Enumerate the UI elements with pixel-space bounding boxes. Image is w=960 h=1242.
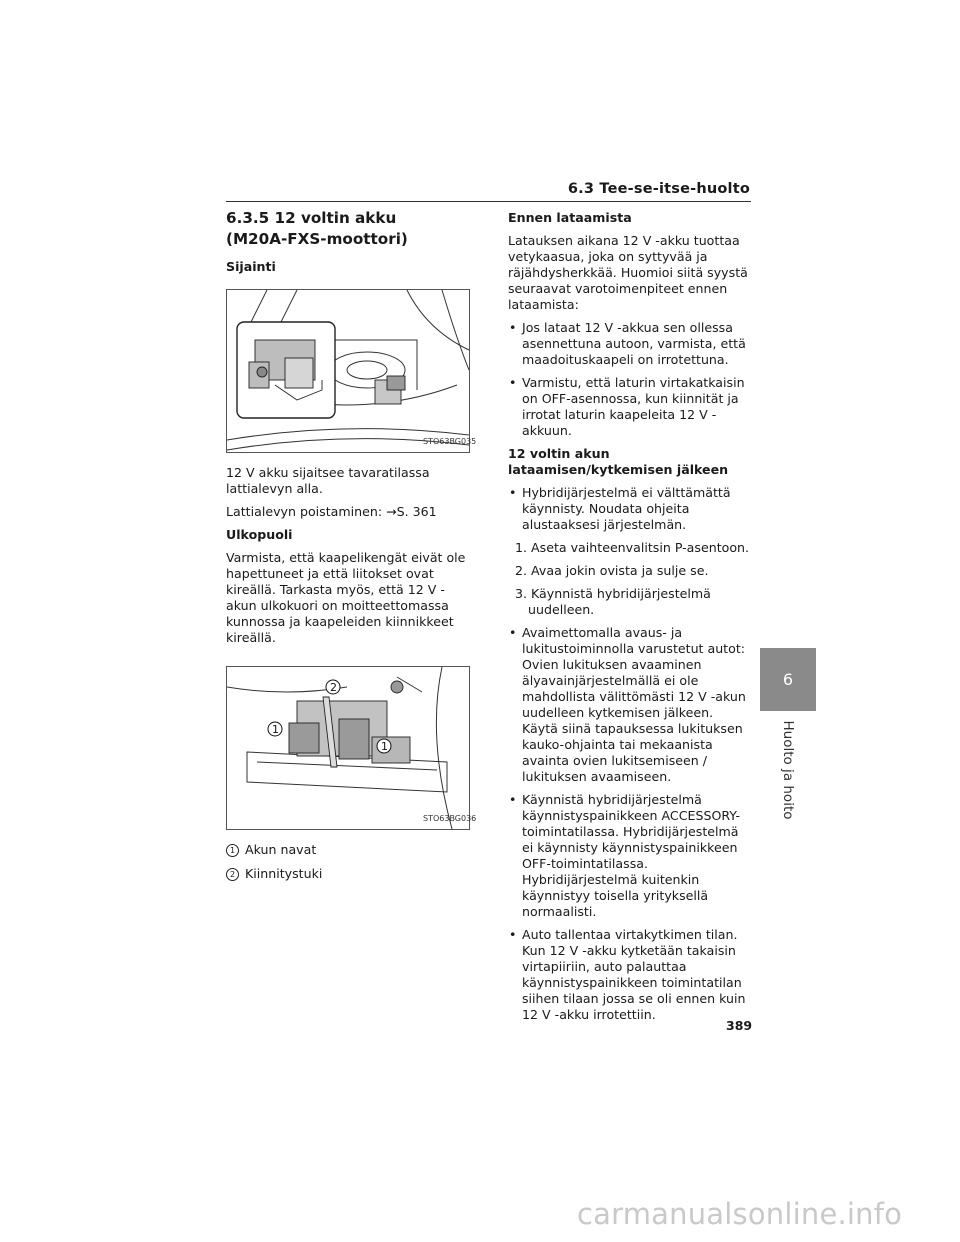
header-rule (226, 201, 751, 202)
section-title (226, 208, 474, 250)
heading-after-charging: 12 voltin akun lataamisen/kytkemisen jälkeen (508, 446, 729, 477)
legend-text: Akun navat (245, 842, 317, 857)
heading-sijainti: Sijainti (226, 259, 276, 274)
battery-detail-illustration (227, 667, 477, 829)
callout-1-left: 1 (272, 723, 279, 736)
battery-location-illustration (227, 290, 477, 452)
legend-number: 2 (226, 868, 239, 881)
legend-text: Kiinnitystuki (245, 866, 323, 881)
chapter-number: 6 (782, 670, 794, 689)
figure-code: STO63BG036 (423, 814, 477, 823)
heading-before-charging: Ennen lataamista (508, 210, 632, 225)
paragraph-exterior: Varmista, että kaapelikengät eivät ole hapettuneet ja että liitokset ovat kireällä. Tarkasta myös, että 12 V -akun ulkokuori on moitteettomassa kunnossa ja kaapeleiden kiinnikkeet kireällä. (226, 550, 466, 645)
figure-battery-detail (226, 666, 477, 830)
section-title-line2: (M20A-FXS-moottori) (226, 230, 408, 248)
legend-number: 1 (226, 844, 239, 857)
bullet-item: • Jos lataat 12 V -akkua sen ollessa asennettuna autoon, varmista, että maadoituskaapeli on irrotettuna. (508, 320, 750, 368)
paragraph-floor-removal: Lattialevyn poistaminen: →S. 361 (226, 504, 437, 519)
callout-1-right: 1 (381, 740, 388, 753)
bullet-item: • Auto tallentaa virtakytkimen tilan. Kun 12 V -akku kytketään takaisin virtapiiriin, auto palauttaa käynnistyspainikkeen toimintatilan siihen tilaan jossa se oli ennen kuin 12 V -akku irrotettiin. (508, 927, 750, 1023)
callout-2: 2 (330, 681, 337, 694)
chapter-side-label: Huolto ja hoito (780, 720, 796, 820)
page-number: 389 (726, 1018, 753, 1033)
bullet-item: • Hybridijärjestelmä ei välttämättä käynnisty. Noudata ohjeita alustaaksesi järjestelmän. (508, 485, 750, 533)
numbered-step: 3. Käynnistä hybridijärjestelmä uudelleen. (515, 586, 711, 617)
legend-item-bracket (226, 866, 474, 882)
paragraph-location: 12 V akku sijaitsee tavaratilassa lattialevyn alla. (226, 465, 430, 496)
figure-battery-location (226, 289, 477, 453)
right-column (508, 210, 750, 1030)
figure-code: STO63BG035 (423, 437, 477, 446)
section-title-line1: 6.3.5 12 voltin akku (226, 209, 397, 227)
section-header: 6.3 Tee-se-itse-huolto (567, 181, 750, 197)
bullet-item: • Käynnistä hybridijärjestelmä käynnistyspainikkeen ACCESSORY-toimintatilassa. Hybridijärjestelmä ei käynnisty käynnistyspainikkeen OFF-toimintatilassa. Hybridijärjestelmä kuitenkin käynnistyy toisella yrityksellä normaalisti. (508, 792, 750, 920)
watermark-text: carmanualsonline.info (577, 1197, 903, 1231)
legend-item-terminals (226, 842, 474, 858)
bullet-item: • Varmistu, että laturin virtakatkaisin on OFF-asennossa, kun kiinnität ja irrotat laturin kaapeleita 12 V -akkuun. (508, 375, 750, 439)
paragraph-charging-warning: Latauksen aikana 12 V -akku tuottaa vetykaasua, joka on syttyvää ja räjähdysherkkää. Huomioi siitä syystä seuraavat varotoimenpiteet ennen lataamista: (508, 233, 748, 312)
chapter-tab (760, 648, 816, 711)
numbered-step: 1. Aseta vaihteenvalitsin P-asentoon. (515, 540, 750, 555)
numbered-step: 2. Avaa jokin ovista ja sulje se. (515, 563, 709, 578)
left-column (226, 208, 477, 890)
heading-ulkopuoli: Ulkopuoli (226, 527, 293, 542)
bullet-item: • Avaimettomalla avaus- ja lukitustoiminnolla varustetut autot: Ovien lukituksen avaaminen älyavainjärjestelmällä ei ole mahdollista välittömästi 12 V -akun uudelleen kytkemisen jälkeen. Käytä siinä tapauksessa lukituksen kauko-ohjainta tai mekaanista avainta ovien lukitsemiseen / lukituksen avaamiseen. (508, 625, 750, 785)
